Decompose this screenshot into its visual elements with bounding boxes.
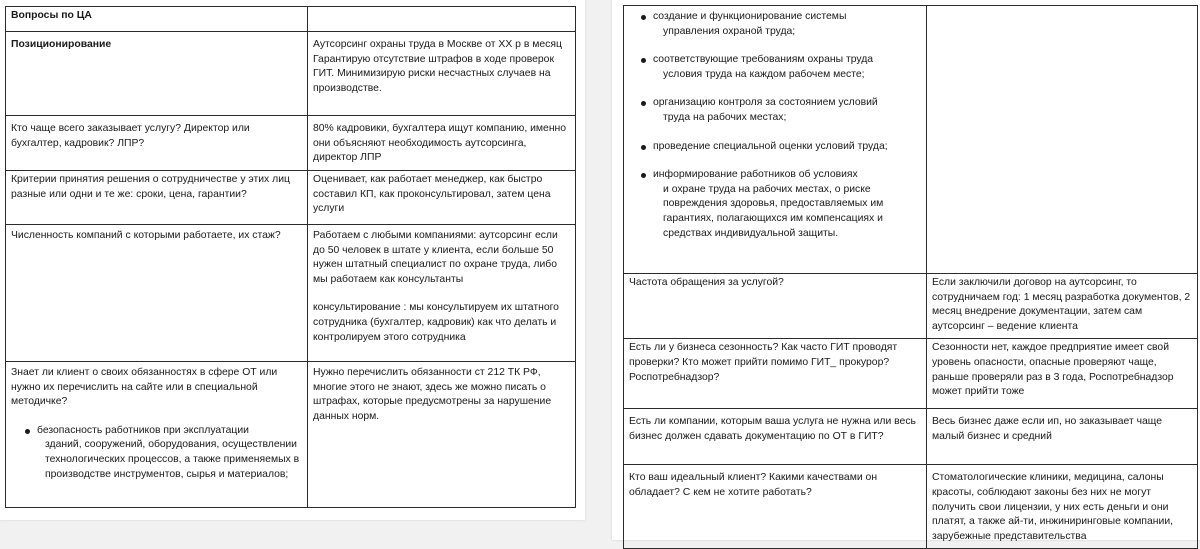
list-item (629, 140, 921, 155)
answer-cell (308, 32, 576, 116)
question-cell (624, 274, 927, 339)
list-item (629, 168, 921, 241)
answer-cell (927, 339, 1198, 409)
bullet-icon (641, 173, 646, 178)
table-row (624, 409, 1198, 465)
bullet-icon (641, 15, 646, 20)
list-item-text: труда на рабочих местах; (663, 111, 787, 123)
table-row (6, 116, 576, 171)
bullet-icon (641, 101, 646, 106)
list-item-text: организацию контроля за состоянием условий (653, 97, 878, 109)
answer-cell (927, 409, 1198, 465)
list-item (629, 96, 921, 125)
question-cell (624, 6, 927, 274)
bullet-icon (641, 58, 646, 63)
answer-text: Нужно перечислить обязанности ст 212 ТК РФ, многие этого не знают, здесь же можно писать о штрафах, которые предусмотрены за нарушение данных норм. (313, 367, 552, 422)
target-audience-table (5, 6, 576, 508)
list-item (629, 53, 921, 82)
list-item-text: информирование работников об условиях (653, 169, 858, 181)
list-item-text: условия труда на каждом рабочем месте; (663, 68, 865, 80)
question-text: Частота обращения за услугой? (629, 277, 784, 288)
question-cell (624, 339, 927, 409)
document-page-left (0, 0, 585, 520)
table-row (6, 7, 576, 32)
answer-cell (308, 225, 576, 362)
table-row (6, 32, 576, 116)
answer-cell (927, 465, 1198, 549)
question-text: Позиционирование (11, 39, 112, 50)
question-cell (6, 116, 308, 171)
answer-text: Весь бизнес даже если ип, но заказывает чаще малый бизнес и средний (932, 416, 1162, 442)
list-item (11, 424, 302, 482)
list-item-text: управления охраной труда; (663, 25, 796, 37)
question-cell (6, 171, 308, 225)
list-item (629, 10, 921, 39)
obligations-list (11, 424, 302, 482)
list-item-text: безопасность работников при эксплуатации (37, 424, 249, 436)
table-row (6, 362, 576, 508)
question-text: Кто чаще всего заказывает услугу? Директор или бухгалтер, кадровик? ЛПР? (11, 123, 250, 149)
table-row (6, 225, 576, 362)
question-cell (624, 465, 927, 549)
question-cell (6, 362, 308, 508)
list-item-text: создание и функционирование системы (653, 11, 847, 22)
list-item-text: зданий, сооружений, оборудования, осуществлении технологических процессов, а также применяемых в производстве инструментов, сырья и материалов; (45, 439, 300, 480)
question-text: Есть ли у бизнеса сезонность? Как часто ГИТ проводят проверки? Кто может прийти помимо ГИТ_ прокурор? Роспотребнадзор? (629, 342, 898, 383)
table-row (6, 171, 576, 225)
answer-cell (308, 362, 576, 508)
question-text: Есть ли компании, которым ваша услуга не нужна или весь бизнес должен сдавать документацию по ОТ в ГИТ? (629, 416, 916, 442)
list-item-text: соответствующие требованиям охраны труда (653, 54, 874, 66)
question-cell (624, 409, 927, 465)
table-row (624, 274, 1198, 339)
answer-text: Аутсорсинг охраны труда в Москве от XX р в месяц Гарантирую отсутствие штрафов в ходе проверок ГИТ. Минимизирую риски несчастных случаев на производстве. (313, 39, 562, 94)
answer-text: Сезонности нет, каждое предприятие имеет свой уровень опасности, опасные проверяют чаще, раньше проверяли раз в 3 года, Роспотребнадзор может прийти тоже (932, 342, 1174, 398)
table-cell (927, 6, 1198, 274)
answer-cell (308, 116, 576, 171)
bullet-icon (641, 145, 646, 150)
table-header-cell (6, 7, 308, 32)
question-text: Кто ваш идеальный клиент? Какими качествами он обладает? С кем не хотите работать? (629, 472, 878, 498)
question-cell (6, 32, 308, 116)
table-row (624, 465, 1198, 549)
document-page-right (612, 0, 1200, 540)
table-cell (308, 7, 576, 32)
target-audience-table-continued (623, 5, 1198, 549)
table-row (624, 6, 1198, 274)
answer-cell (308, 171, 576, 225)
answer-text: Если заключили договор на аутсорсинг, то сотрудничаем год: 1 месяц разработка документов, 2 месяц внедрение документации, затем сам аутсорсинг – ведение клиента (932, 277, 1191, 332)
question-text: Знает ли клиент о своих обязанностях в сфере ОТ или нужно их перечислить на сайте или в специальной методичке? (11, 367, 278, 408)
bullet-icon (25, 429, 30, 434)
question-text: Численность компаний с которыми работаете, их стаж? (11, 230, 281, 241)
answer-cell (927, 274, 1198, 339)
answer-text: Работаем с любыми компаниями: аутсорсинг если до 50 человек в штате у клиента, если больше 50 нужен штатный специалист по охране труда, либо мы работаем как консультанты (313, 230, 558, 285)
question-cell (6, 225, 308, 362)
answer-text: Оценивает, как работает менеджер, как быстро составил КП, как проконсультировал, затем цена услуги (313, 174, 551, 215)
table-row (624, 339, 1198, 409)
question-text: Критерии принятия решения о сотрудничестве у этих лиц разные или одни и те же: сроки, цена, гарантии? (11, 174, 290, 200)
answer-text: 80% кадровики, бухгалтера ищут компанию, именно они объясняют необходимость аутсорсинга, директор ЛПР (313, 123, 567, 164)
section-title: Вопросы по ЦА (11, 10, 92, 21)
list-item-text: и охране труда на рабочих местах, о риске повреждения здоровья, предоставляемых им гарантиях, полагающихся им компенсациях и средствах индивидуальной защиты. (663, 183, 884, 239)
answer-text: Стоматологические клиники, медицина, салоны красоты, соблюдают законы без них не могут получить свои лицензии, у них есть деньги и они платят, а также ай-ти, инжиниринговые компании, зарубежные представительства (932, 472, 1174, 542)
list-item-text: проведение специальной оценки условий труда; (653, 140, 888, 152)
answer-text: консультирование : мы консультируем их штатного сотрудника (бухгалтер, кадровик) как что делать и контролируем этого сотрудника (313, 302, 559, 343)
